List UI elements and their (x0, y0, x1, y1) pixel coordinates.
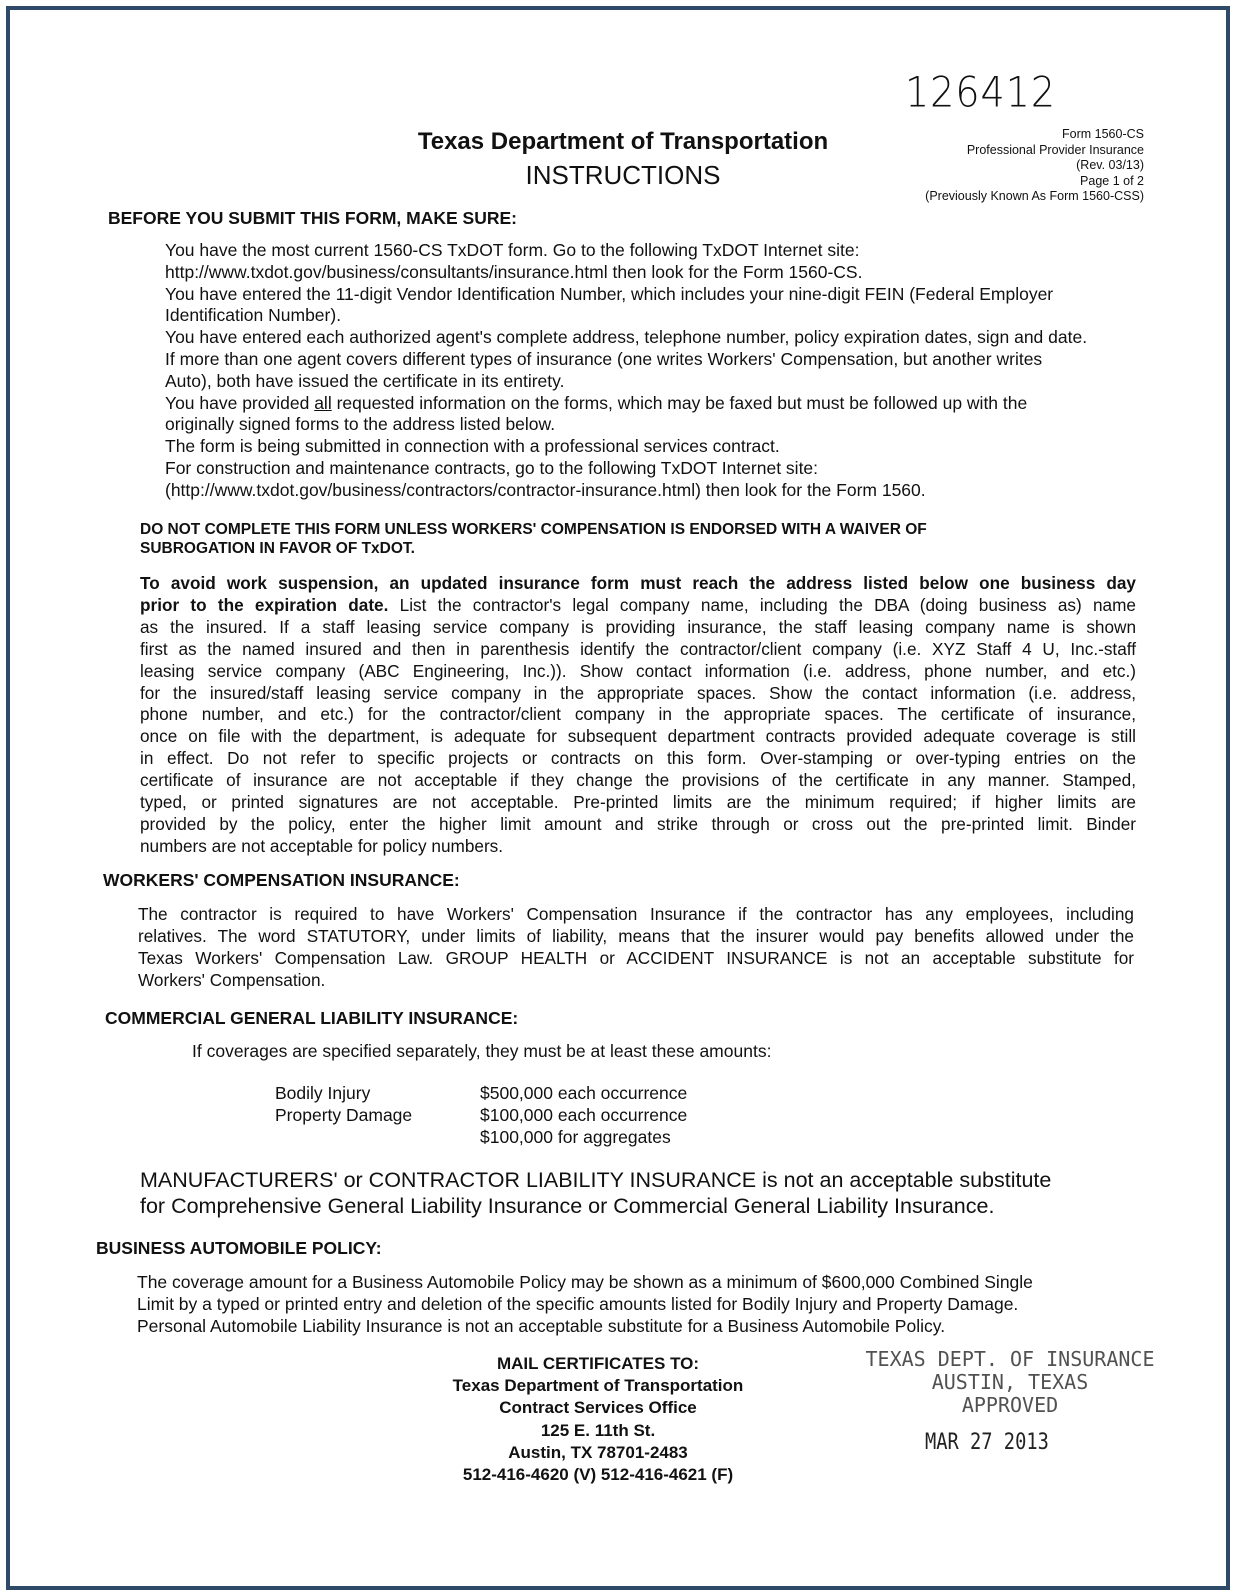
text-line: for Comprehensive General Liability Insurance or Commercial General Liability Insurance. (140, 1194, 995, 1218)
text-line: The form is being submitted in connection with a professional services contract. (165, 436, 780, 457)
text-line: numbers are not acceptable for policy numbers. (140, 835, 504, 856)
text-line: APPROVED (961, 1393, 1059, 1417)
text-line: You have provided all requested information on the forms, which may be faxed but must be followed up with the (165, 392, 1028, 413)
handwritten-number: 126412 (905, 67, 1057, 117)
waiver-warning (140, 520, 927, 558)
text-line: Personal Automobile Liability Insurance is not an acceptable substitute for a Business Automobile Policy. (137, 1315, 946, 1336)
form-info (925, 127, 1144, 205)
text-line: MANUFACTURERS' or CONTRACTOR LIABILITY INSURANCE is not an acceptable substitute (140, 1168, 1052, 1192)
cgl-intro: If coverages are specified separately, they must be at least these amounts: (192, 1041, 772, 1061)
text-line: as the insured. If a staff leasing service company is providing insurance, the staff leasing company name is shown (140, 616, 1136, 637)
limit-amount: $500,000 each occurrence (480, 1083, 688, 1103)
limit-label (275, 1127, 480, 1149)
text-line: 512-416-4620 (V) 512-416-4621 (F) (462, 1465, 734, 1485)
before-submit-list (165, 240, 1087, 502)
text-line: To avoid work suspension, an updated insurance form must reach the address listed below one business day (140, 573, 1136, 593)
limit-amount: $100,000 for aggregates (480, 1126, 671, 1147)
auto-policy-heading: BUSINESS AUTOMOBILE POLICY: (96, 1238, 382, 1258)
stamp-date: MAR 27 2013 (925, 1430, 1049, 1455)
text-line: Texas Workers' Compensation Law. GROUP HEALTH or ACCIDENT INSURANCE is not an acceptable substitute for (138, 947, 1134, 968)
text-line: typed, or printed signatures are not acceptable. Pre-printed limits are the minimum required; if higher limits are (140, 792, 1136, 813)
text-line: AUSTIN, TEXAS (931, 1370, 1089, 1394)
text-line: 125 E. 11th St. (540, 1420, 656, 1440)
text-line: Workers' Compensation. (138, 969, 326, 990)
text-line: You have entered the 11-digit Vendor Identification Number, which includes your nine-digit FEIN (Federal Employer (165, 283, 1054, 304)
text-line: provided by the policy, enter the higher limit amount and strike through or cross out the pre-printed limit. Binder (140, 813, 1136, 834)
text-line: If more than one agent covers different types of insurance (one writes Workers' Compensation, but another writes (165, 348, 1043, 369)
page-title: Texas Department of Transportation (417, 128, 829, 155)
text-line: relatives. The word STATUTORY, under limits of liability, means that the insurer would pay benefits allowed under the (138, 925, 1134, 946)
text-line: Contract Services Office (499, 1398, 697, 1418)
txdot-link[interactable]: http://www.txdot.gov/business/contractors/contractor-insurance.html (170, 479, 696, 500)
auto-policy-paragraph (137, 1272, 1033, 1337)
text-line: For construction and maintenance contracts, go to the following TxDOT Internet site: (165, 457, 819, 478)
text-line: phone number, and etc.) for the contractor/client company in the appropriate spaces. The certificate of insurance, (140, 704, 1136, 725)
text-line: leasing service company (ABC Engineering, Inc.)). Show contact information (i.e. address, phone number, and etc.) (140, 660, 1136, 681)
text-line: You have entered each authorized agent's complete address, telephone number, policy expiration dates, sign and date. (165, 327, 1088, 348)
limit-label: Property Damage (275, 1104, 413, 1125)
text-line: in effect. Do not refer to specific projects or contracts on this form. Over-stamping or over-typing entries on the (140, 748, 1136, 769)
text-line: prior to the expiration date. List the contractor's legal company name, including the DBA (doing business as) name (140, 594, 1136, 615)
limit-label: Bodily Injury (275, 1083, 371, 1103)
text-line: The coverage amount for a Business Automobile Policy may be shown as a minimum of $600,000 Combined Single (137, 1272, 1033, 1292)
text-line: TEXAS DEPT. OF INSURANCE (865, 1347, 1155, 1371)
cgl-limits-table (275, 1083, 687, 1148)
text-line: (Previously Known As Form 1560-CSS) (925, 189, 1144, 203)
workers-comp-heading: WORKERS' COMPENSATION INSURANCE: (103, 870, 460, 890)
before-submit-heading: BEFORE YOU SUBMIT THIS FORM, MAKE SURE: (108, 208, 517, 228)
text-line: MAIL CERTIFICATES TO: (496, 1354, 700, 1373)
text-line: Limit by a typed or printed entry and deletion of the specific amounts listed for Bodily Injury and Property Damage. (137, 1293, 1019, 1314)
page-subtitle: INSTRUCTIONS (525, 160, 721, 190)
limit-row (275, 1105, 687, 1127)
text-line: (http://www.txdot.gov/business/contractors/contractor-insurance.html) then look for the Form 1560. (165, 479, 926, 500)
txdot-link[interactable]: http://www.txdot.gov/business/consultants/insurance.html (165, 261, 608, 282)
manufacturers-notice (140, 1167, 1051, 1219)
text-line: The contractor is required to have Workers' Compensation Insurance if the contractor has any employees, including (138, 904, 1134, 924)
text-line: http://www.txdot.gov/business/consultants/insurance.html then look for the Form 1560-CS. (165, 261, 863, 282)
avoid-suspension-paragraph (140, 573, 1136, 858)
text-line: once on file with the department, is adequate for subsequent department contracts provided adequate coverage is still (140, 726, 1136, 747)
mail-address-block (400, 1353, 796, 1486)
text-line: SUBROGATION IN FAVOR OF TxDOT. (140, 540, 415, 557)
cgl-heading: COMMERCIAL GENERAL LIABILITY INSURANCE: (105, 1008, 519, 1028)
text-line: Professional Provider Insurance (966, 142, 1144, 157)
text-line: Page 1 of 2 (1080, 173, 1144, 188)
limit-amount: $100,000 each occurrence (480, 1104, 688, 1125)
text-line: certificate of insurance are not acceptable if they change the provisions of the certificate in any manner. Stamped, (140, 770, 1136, 791)
text-line: Texas Department of Transportation (452, 1376, 744, 1396)
workers-comp-paragraph (138, 904, 1134, 992)
approval-stamp (860, 1348, 1160, 1417)
text-line: You have the most current 1560-CS TxDOT form. Go to the following TxDOT Internet site: (165, 240, 860, 260)
text-line: Form 1560-CS (1062, 127, 1144, 141)
text-line: first as the named insured and then in parenthesis identify the contractor/client company (i.e. XYZ Staff 4 U, Inc.-staff (140, 638, 1136, 659)
text-line: originally signed forms to the address listed below. (165, 414, 556, 435)
text-line: Auto), both have issued the certificate in its entirety. (165, 370, 565, 391)
limit-row (275, 1127, 687, 1149)
text-line: Austin, TX 78701-2483 (508, 1442, 688, 1462)
text-line: (Rev. 03/13) (1076, 158, 1144, 172)
text-line: for the insured/staff leasing service company in the appropriate spaces. Show the contact information (i.e. address, (140, 682, 1136, 703)
text-line: Identification Number). (165, 305, 342, 326)
limit-row (275, 1083, 687, 1105)
text-line: DO NOT COMPLETE THIS FORM UNLESS WORKERS' COMPENSATION IS ENDORSED WITH A WAIVER OF (140, 521, 927, 538)
